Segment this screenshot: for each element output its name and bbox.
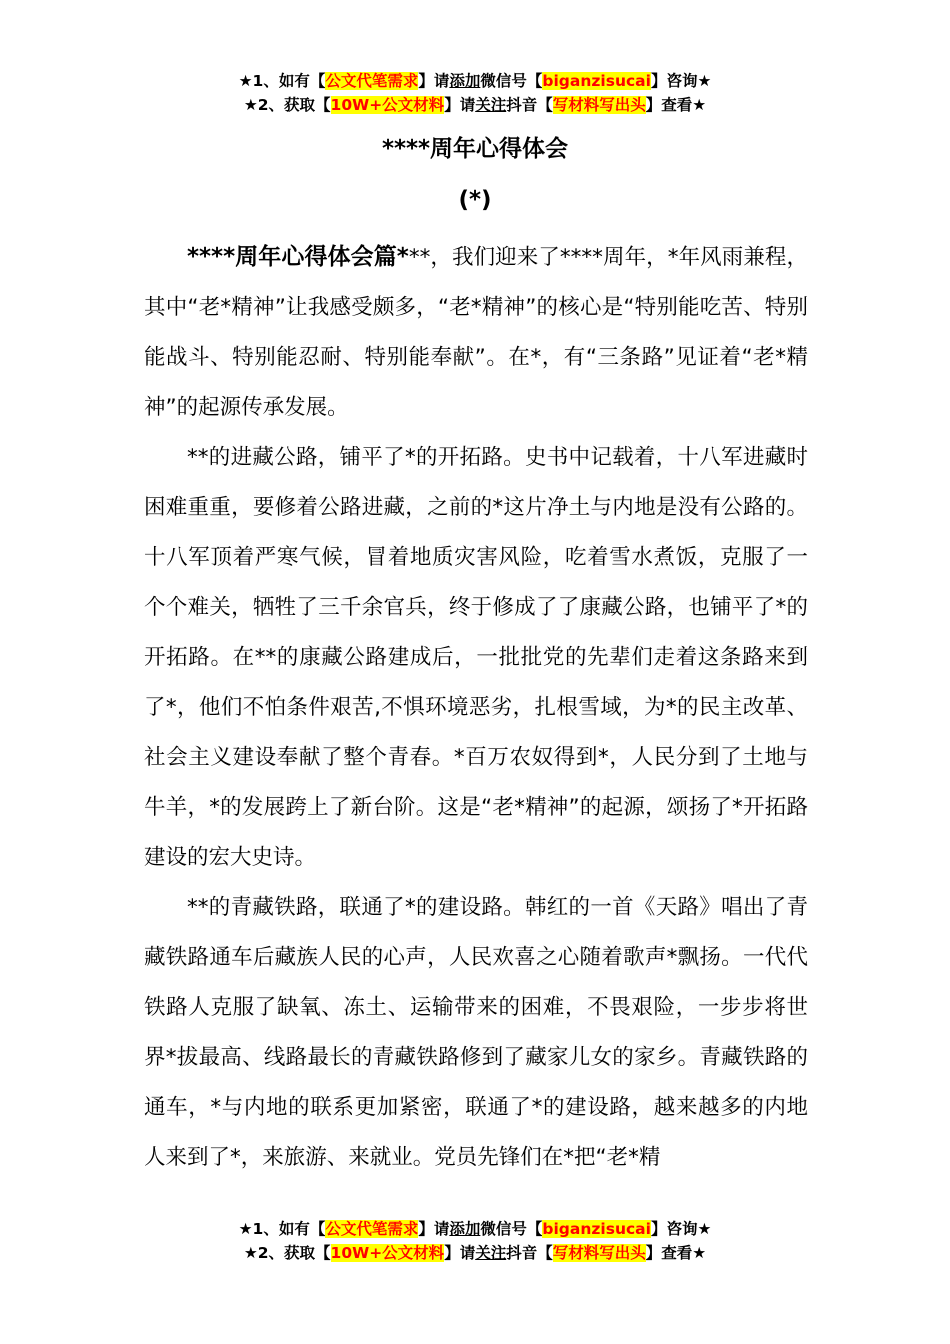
promo-line-1: ★1、如有【公文代笔需求】请添加微信号【biganzisucai】咨询★ bbox=[238, 1220, 712, 1238]
douyin-id: 写材料写出头 bbox=[552, 96, 646, 114]
wechat-id: biganzisucai bbox=[542, 1220, 651, 1238]
promo-line-2: ★2、获取【10W+公文材料】请关注抖音【写材料写出头】查看★ bbox=[243, 96, 707, 114]
promo-highlight: 公文代笔需求 bbox=[325, 1220, 419, 1238]
paragraph-1: ****周年心得体会篇***，我们迎来了****周年，*年风雨兼程，其中“老*精神”让我感受颇多，“老*精神”的核心是“特别能吃苦、特别能战斗、特别能忍耐、特别能奉献”。在*，有“三条路”见证着“老*精神”的起源传承发展。 bbox=[144, 244, 808, 420]
wechat-id: biganzisucai bbox=[542, 72, 651, 90]
promo-header-top bbox=[0, 69, 950, 117]
promo-highlight: 10W+公文材料 bbox=[330, 1244, 445, 1262]
promo-line-1: ★1、如有【公文代笔需求】请添加微信号【biganzisucai】咨询★ bbox=[238, 72, 712, 90]
paragraph-3: **的青藏铁路，联通了*的建设路。韩红的一首《天路》唱出了青藏铁路通车后藏族人民的心声，人民欢喜之心随着歌声*飘扬。一代代铁路人克服了缺氧、冻土、运输带来的困难，不畏艰险，一步步将世界*拔最高、线路最长的青藏铁路修到了藏家儿女的家乡。青藏铁路的通车，*与内地的联系更加紧密，联通了*的建设路，越来越多的内地人来到了*，来旅游、来就业。党员先锋们在*把“老*精 bbox=[144, 895, 808, 1170]
douyin-id: 写材料写出头 bbox=[552, 1244, 646, 1262]
promo-highlight: 公文代笔需求 bbox=[325, 72, 419, 90]
document-body bbox=[144, 232, 808, 1183]
document-title: ****周年心得体会 bbox=[381, 136, 569, 162]
paragraph-2: **的进藏公路，铺平了*的开拓路。史书中记载着，十八军进藏时困难重重，要修着公路进藏，之前的*这片净土与内地是没有公路的。十八军顶着严寒气候，冒着地质灾害风险，吃着雪水煮饭，克服了一个个难关，牺牲了三千余官兵，终于修成了了康藏公路，也铺平了*的开拓路。在**的康藏公路建成后，一批批党的先辈们走着这条路来到了*，他们不怕条件艰苦,不惧环境恶劣，扎根雪域，为*的民主改革、社会主义建设奉献了整个青春。*百万农奴得到*，人民分到了土地与牛羊，*的发展跨上了新台阶。这是“老*精神”的起源，颂扬了*开拓路建设的宏大史诗。 bbox=[144, 445, 808, 870]
document-subtitle: (*) bbox=[458, 187, 492, 213]
promo-highlight: 10W+公文材料 bbox=[330, 96, 445, 114]
paragraph-lead: ****周年心得体会篇* bbox=[187, 244, 409, 270]
promo-line-2: ★2、获取【10W+公文材料】请关注抖音【写材料写出头】查看★ bbox=[243, 1244, 707, 1262]
promo-footer-bottom bbox=[0, 1217, 950, 1265]
